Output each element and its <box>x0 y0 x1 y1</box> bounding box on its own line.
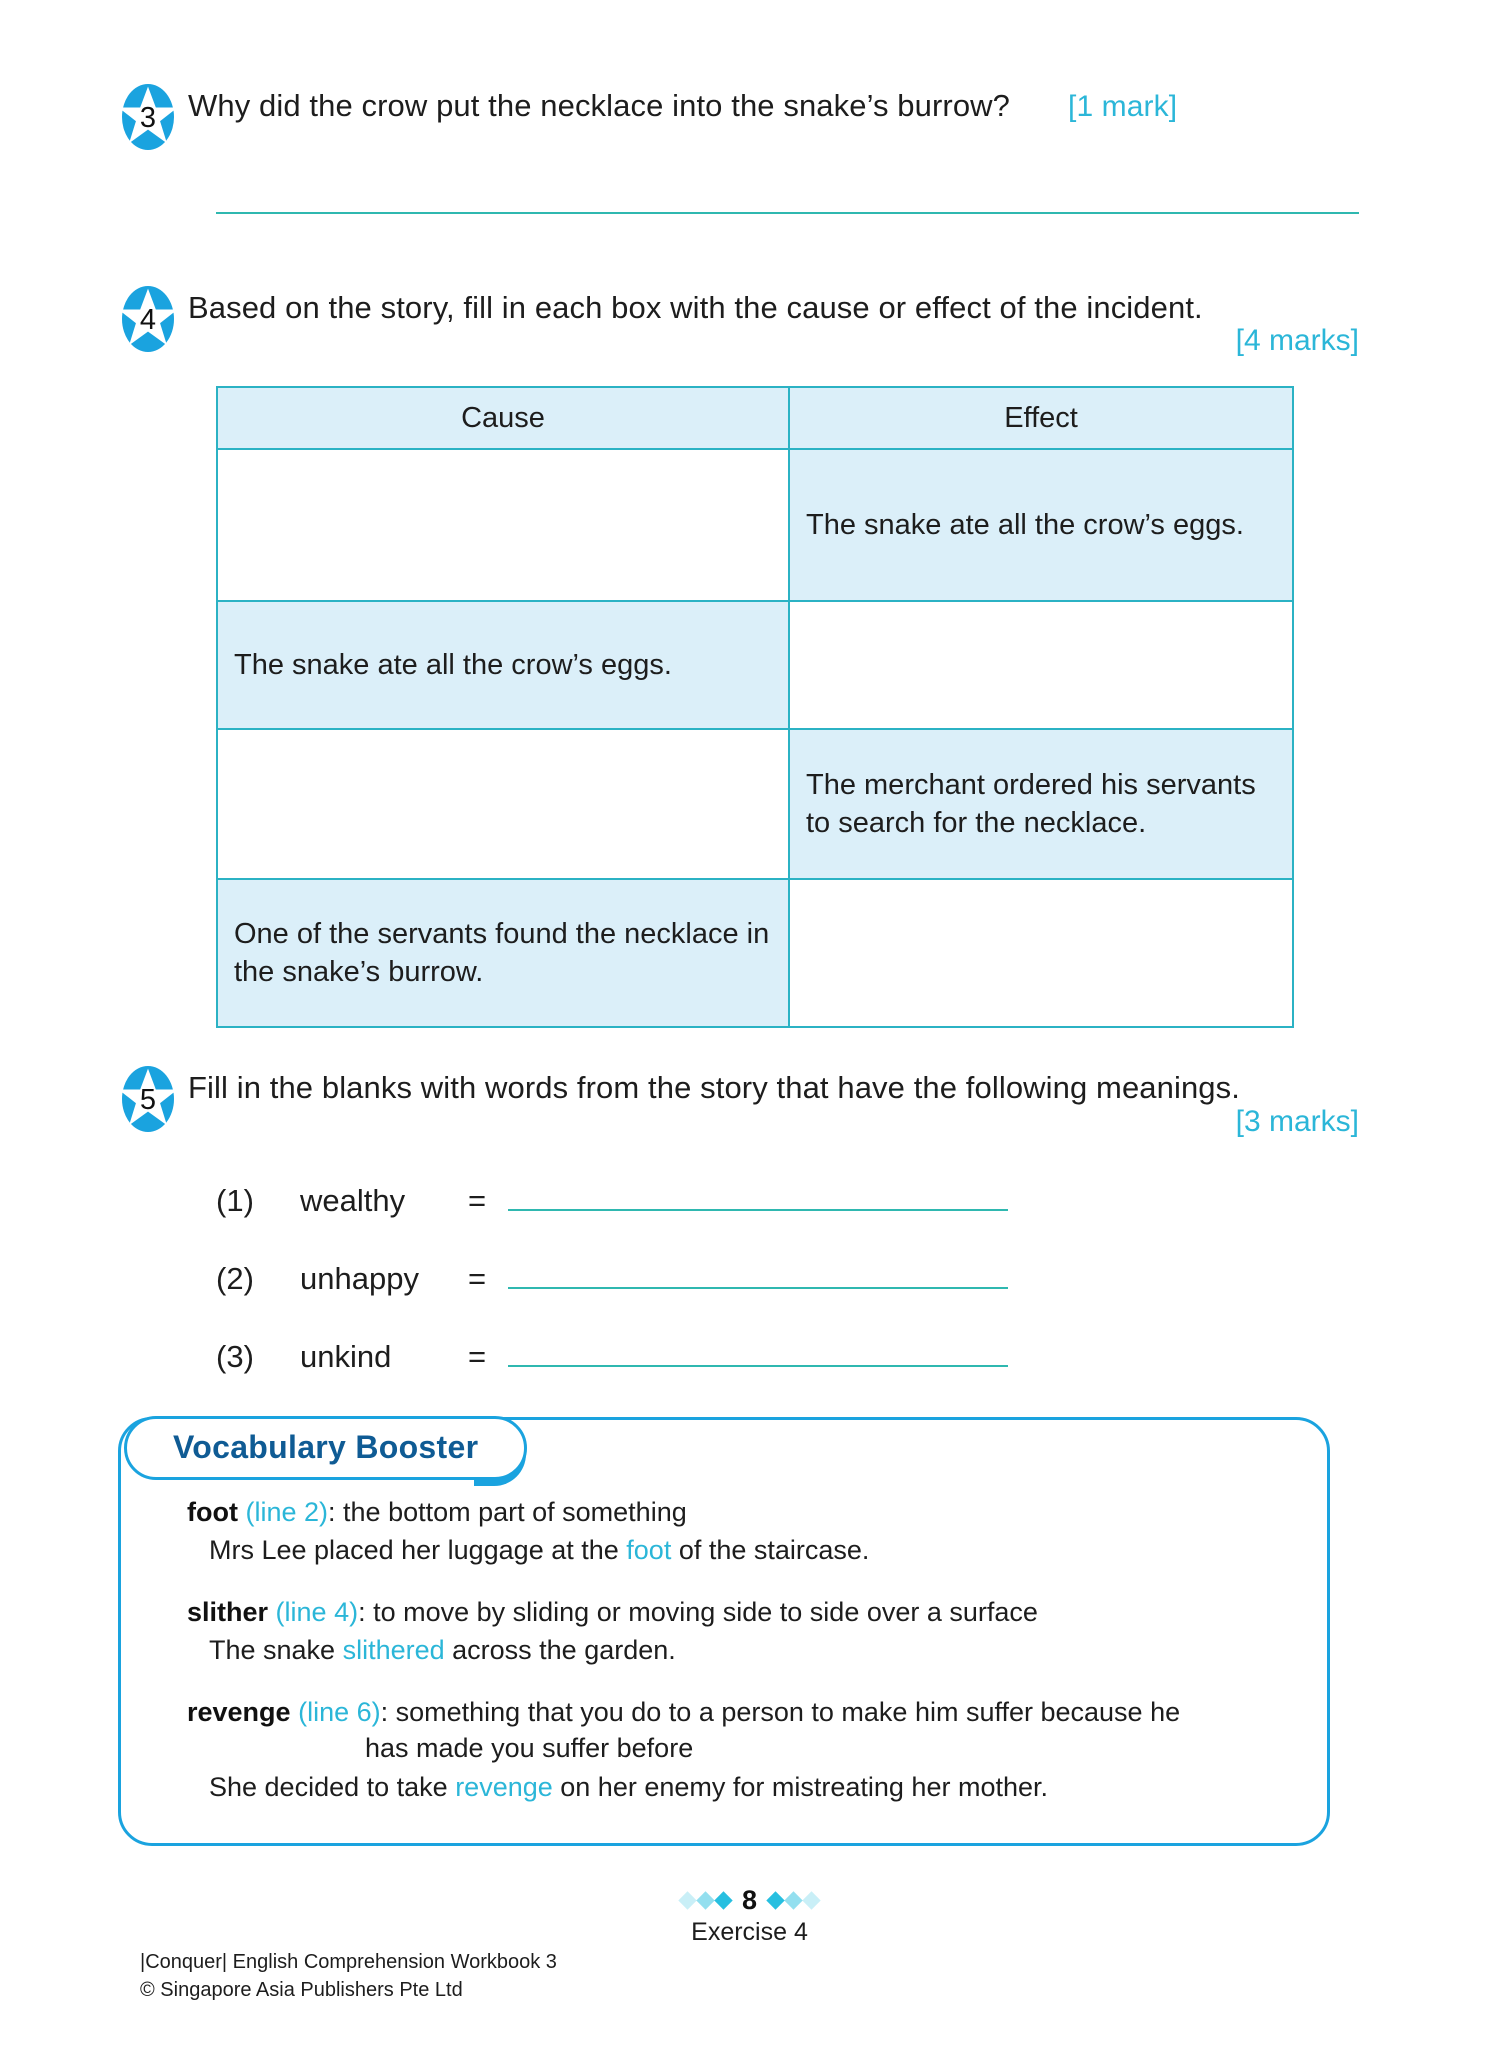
cell-effect-2[interactable] <box>789 601 1293 729</box>
diamond-icon <box>696 1891 714 1909</box>
vocabulary-definition <box>187 1494 1281 1530</box>
example-after: on her enemy for mistreating her mother. <box>552 1771 1048 1802</box>
vocabulary-booster-box <box>118 1417 1330 1846</box>
exercise-label: Exercise 4 <box>691 1918 808 1946</box>
table-row <box>217 879 1293 1027</box>
example-highlight: revenge <box>455 1771 553 1802</box>
vocabulary-entry-revenge <box>187 1694 1281 1805</box>
vocabulary-example <box>187 1632 1281 1668</box>
vocabulary-entry-foot <box>187 1494 1281 1568</box>
question-3-text-row <box>188 86 1359 126</box>
blank-word-1: wealthy <box>300 1182 406 1218</box>
example-highlight: foot <box>626 1534 672 1565</box>
vocabulary-line-ref: (line 6) <box>298 1697 381 1728</box>
page-number: 8 <box>741 1885 758 1915</box>
question-3-answer-line[interactable] <box>216 212 1359 214</box>
vocabulary-word: revenge <box>187 1697 291 1728</box>
question-5-text: Fill in the blanks with words from the story that have the following meanings. <box>188 1070 1240 1106</box>
vocabulary-line-ref: (line 2) <box>245 1496 329 1527</box>
vocabulary-definition <box>187 1694 1281 1766</box>
question-5 <box>0 1068 1499 1138</box>
copyright-block <box>140 1949 557 2004</box>
cell-effect-4[interactable] <box>789 879 1293 1027</box>
cell-cause-3[interactable] <box>217 729 789 879</box>
diamond-icon <box>714 1891 732 1909</box>
vocabulary-separator: : <box>328 1496 344 1527</box>
question-3-text: Why did the crow put the necklace into the snake’s burrow? <box>188 88 1011 123</box>
copyright-line-2: © Singapore Asia Publishers Pte Ltd <box>140 1978 463 2001</box>
table-row <box>217 601 1293 729</box>
vocabulary-entry-slither <box>187 1594 1281 1668</box>
question-number-4: 4 <box>139 303 157 336</box>
question-3 <box>0 86 1499 154</box>
diamond-icon <box>766 1891 784 1909</box>
blank-word-2: unhappy <box>300 1260 419 1296</box>
vocabulary-example <box>187 1769 1281 1805</box>
question-number-badge-4 <box>118 282 178 356</box>
vocabulary-definition-text: something that you do to a person to make him suffer because he <box>395 1697 1181 1728</box>
vocabulary-definition-continued: has made you suffer before <box>365 1733 694 1764</box>
question-number-5: 5 <box>139 1083 157 1116</box>
cell-cause-2: The snake ate all the crow’s eggs. <box>217 601 789 729</box>
question-3-body <box>178 86 1499 126</box>
blank-equals-1: = <box>468 1182 487 1218</box>
vocabulary-word: slither <box>187 1596 269 1627</box>
page-marker <box>0 1887 1499 1947</box>
question-number-badge-5 <box>118 1062 178 1136</box>
vocabulary-definition <box>187 1594 1281 1630</box>
vocabulary-booster-title: Vocabulary Booster <box>173 1429 479 1466</box>
example-after: of the staircase. <box>671 1534 870 1565</box>
example-before: The snake <box>209 1635 343 1666</box>
cell-effect-1: The snake ate all the crow’s eggs. <box>789 449 1293 601</box>
table-row <box>217 449 1293 601</box>
cell-cause-4: One of the servants found the necklace in the snake’s burrow. <box>217 879 789 1027</box>
table-header-row <box>217 387 1293 449</box>
example-before: She decided to take <box>209 1771 456 1802</box>
table-header-effect: Effect <box>789 387 1293 449</box>
vocabulary-booster <box>118 1417 1330 1846</box>
question-4 <box>0 288 1499 358</box>
copyright-line-1: |Conquer| English Comprehension Workbook 3 <box>140 1951 557 1973</box>
blank-index-1: (1) <box>216 1182 254 1218</box>
question-number-badge-3 <box>118 80 178 154</box>
blank-equals-3: = <box>468 1338 487 1374</box>
vocabulary-example <box>187 1532 1281 1568</box>
vocabulary-definition-text: the bottom part of something <box>343 1496 687 1527</box>
table-header-cause: Cause <box>217 387 789 449</box>
vocabulary-definition-text: to move by sliding or moving side to side over a surface <box>373 1596 1038 1627</box>
diamond-icon <box>678 1891 696 1909</box>
blank-item-3 <box>216 1339 1499 1375</box>
cell-cause-1[interactable] <box>217 449 789 601</box>
table-row <box>217 729 1293 879</box>
blank-item-1 <box>216 1183 1499 1219</box>
vocabulary-booster-tab <box>124 1416 527 1480</box>
page-footer <box>0 1887 1499 2007</box>
blank-answer-line-3[interactable] <box>508 1341 1008 1367</box>
diamond-icon <box>784 1891 802 1909</box>
question-4-marks: [4 marks] <box>1235 324 1359 358</box>
blank-equals-2: = <box>468 1260 487 1296</box>
question-number-3: 3 <box>139 101 157 134</box>
page-number-decoration <box>681 1887 818 1914</box>
question-4-text: Based on the story, fill in each box with the cause or effect of the incident. <box>188 290 1203 325</box>
diamond-icon <box>802 1891 820 1909</box>
example-highlight: slithered <box>342 1635 445 1666</box>
blank-item-2 <box>216 1261 1499 1297</box>
blank-answer-line-1[interactable] <box>508 1185 1008 1211</box>
blank-word-3: unkind <box>300 1338 392 1374</box>
question-3-marks: [1 mark] <box>1068 90 1178 123</box>
question-5-marks: [3 marks] <box>1235 1104 1359 1138</box>
blank-index-2: (2) <box>216 1260 254 1296</box>
blank-answer-line-2[interactable] <box>508 1263 1008 1289</box>
cause-effect-table <box>216 386 1294 1028</box>
example-before: Mrs Lee placed her luggage at the <box>209 1534 627 1565</box>
vocabulary-separator: : <box>358 1596 374 1627</box>
question-5-body <box>178 1068 1499 1138</box>
vocabulary-word: foot <box>187 1496 238 1527</box>
blank-index-3: (3) <box>216 1338 254 1374</box>
cell-effect-3: The merchant ordered his servants to search for the necklace. <box>789 729 1293 879</box>
vocabulary-separator: : <box>380 1697 396 1728</box>
question-4-body <box>178 288 1499 358</box>
example-after: across the garden. <box>444 1635 676 1666</box>
vocabulary-line-ref: (line 4) <box>275 1596 359 1627</box>
blanks-list <box>216 1183 1499 1375</box>
